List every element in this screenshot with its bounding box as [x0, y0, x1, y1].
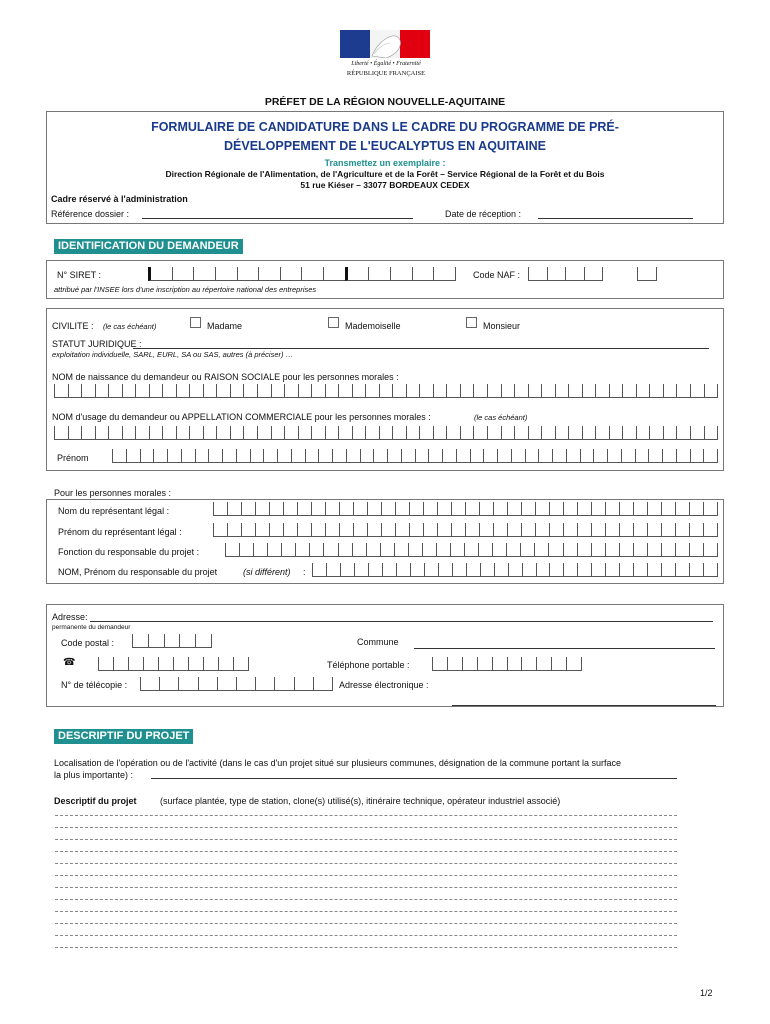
civilite-label: CIVILITE : — [52, 321, 94, 331]
descriptif-line[interactable] — [55, 935, 677, 936]
civilite-note: (le cas échéant) — [103, 322, 157, 331]
descriptif-line[interactable] — [55, 851, 677, 852]
option-monsieur: Monsieur — [483, 321, 521, 331]
descriptif-line[interactable] — [55, 923, 677, 924]
siret-label: N° SIRET : — [57, 270, 101, 280]
adresse-label: Adresse: — [52, 612, 88, 622]
code-postal-cells[interactable] — [132, 634, 212, 648]
descriptif-line[interactable] — [55, 899, 677, 900]
statut-label: STATUT JURIDIQUE : — [52, 339, 142, 349]
telephone-cells[interactable] — [98, 657, 249, 671]
siret-cells[interactable] — [148, 267, 456, 281]
date-reception-line[interactable] — [538, 218, 693, 219]
descriptif-line[interactable] — [55, 863, 677, 864]
adresse-box — [46, 604, 724, 707]
prenom-cells[interactable] — [112, 449, 718, 463]
direction-text: Direction Régionale de l'Alimentation, de l'Agriculture et de la Forêt – Service Régional de la Forêt et du Bois — [165, 169, 605, 179]
checkbox-madame[interactable] — [190, 317, 201, 328]
nom-usage-label: NOM d'usage du demandeur ou APPELLATION COMMERCIALE pour les personnes morales : — [52, 412, 431, 422]
option-madame: Madame — [207, 321, 243, 331]
prefect-heading: PRÉFET DE LA RÉGION NOUVELLE-AQUITAINE — [264, 96, 506, 108]
siret-note: attribué par l'INSEE lors d'une inscription au répertoire national des entreprises — [54, 285, 317, 294]
telecopie-label: N° de télécopie : — [61, 680, 128, 690]
descriptif-line[interactable] — [55, 827, 677, 828]
commune-line[interactable] — [414, 648, 715, 649]
descriptif-note: (surface plantée, type de station, clone(s) utilisé(s), itinéraire technique, opérateur industriel associé) — [160, 796, 561, 806]
nom-naissance-cells[interactable] — [54, 384, 718, 398]
descriptif-line[interactable] — [55, 911, 677, 912]
adresse-note: permanente du demandeur — [52, 624, 131, 631]
email-label: Adresse électronique : — [339, 680, 429, 690]
tel-portable-label: Téléphone portable : — [327, 660, 410, 670]
phone-icon: ☎ — [63, 657, 76, 668]
option-mademoiselle: Mademoiselle — [345, 321, 401, 331]
admin-label: Cadre réservé à l'administration — [51, 194, 188, 204]
code-postal-label: Code postal : — [61, 638, 115, 648]
date-reception-label: Date de réception : — [445, 209, 522, 219]
descriptif-line[interactable] — [55, 875, 677, 876]
marianne-profile-icon — [362, 32, 408, 58]
prenom-rep-label: Prénom du représentant légal : — [58, 527, 182, 537]
ref-dossier-label: Référence dossier : — [51, 209, 130, 219]
localisation-line[interactable] — [151, 778, 677, 779]
descriptif-line[interactable] — [55, 815, 677, 816]
address-text: 51 rue Kiéser – 33077 BORDEAUX CEDEX — [300, 180, 470, 190]
telecopie-cells[interactable] — [140, 677, 333, 691]
nom-prenom-resp-label: NOM, Prénom du responsable du projet — [58, 567, 218, 577]
prenom-label: Prénom — [57, 453, 89, 463]
logo-motto: Liberté • Égalité • Fraternité — [351, 61, 421, 67]
page-number: 1/2 — [700, 988, 713, 998]
morales-label: Pour les personnes morales : — [54, 488, 172, 498]
form-title-line1: FORMULAIRE DE CANDIDATURE DANS LE CADRE DU PROGRAMME DE PRÉ- — [151, 120, 619, 134]
nom-naissance-label: NOM de naissance du demandeur ou RAISON SOCIALE pour les personnes morales : — [52, 372, 399, 382]
naf-cells[interactable] — [528, 267, 603, 281]
naf-label: Code NAF : — [473, 270, 521, 280]
nom-prenom-resp-colon: : — [303, 567, 306, 577]
checkbox-monsieur[interactable] — [466, 317, 477, 328]
fonction-label: Fonction du responsable du projet : — [58, 547, 200, 557]
naf-cell-extra[interactable] — [637, 267, 657, 281]
descriptif-label: Descriptif du projet — [54, 796, 137, 806]
email-line[interactable] — [452, 705, 716, 706]
nom-prenom-resp-note: (si différent) — [243, 567, 291, 577]
statut-line[interactable] — [133, 348, 709, 349]
checkbox-mademoiselle[interactable] — [328, 317, 339, 328]
prenom-rep-cells[interactable] — [213, 523, 718, 537]
descriptif-line[interactable] — [55, 947, 677, 948]
localisation-text2: la plus importante) : — [54, 770, 134, 780]
nom-usage-note: (le cas échéant) — [474, 413, 528, 422]
ref-dossier-line[interactable] — [142, 218, 413, 219]
statut-note: exploitation individuelle, SARL, EURL, SA ou SAS, autres (à préciser) … — [52, 350, 294, 359]
fonction-cells[interactable] — [225, 543, 718, 557]
localisation-text: Localisation de l'opération ou de l'activité (dans le cas d'un projet situé sur plusieurs communes, désignation de la commune portant la surface — [54, 758, 621, 768]
republic-logo — [340, 30, 432, 82]
descriptif-line[interactable] — [55, 839, 677, 840]
projet-section-title: DESCRIPTIF DU PROJET — [54, 729, 193, 744]
nom-usage-cells[interactable] — [54, 426, 718, 440]
logo-country: RÉPUBLIQUE FRANÇAISE — [346, 70, 426, 77]
identification-section-title: IDENTIFICATION DU DEMANDEUR — [54, 239, 243, 254]
nom-prenom-resp-cells[interactable] — [312, 563, 718, 577]
nom-rep-cells[interactable] — [213, 502, 718, 516]
adresse-line[interactable] — [90, 621, 713, 622]
nom-rep-label: Nom du représentant légal : — [58, 506, 170, 516]
transmit-label: Transmettez un exemplaire : — [324, 158, 446, 168]
form-title-line2: DÉVELOPPEMENT DE L'EUCALYPTUS EN AQUITAINE — [224, 139, 546, 153]
descriptif-line[interactable] — [55, 887, 677, 888]
tel-portable-cells[interactable] — [432, 657, 582, 671]
commune-label: Commune — [357, 637, 399, 647]
